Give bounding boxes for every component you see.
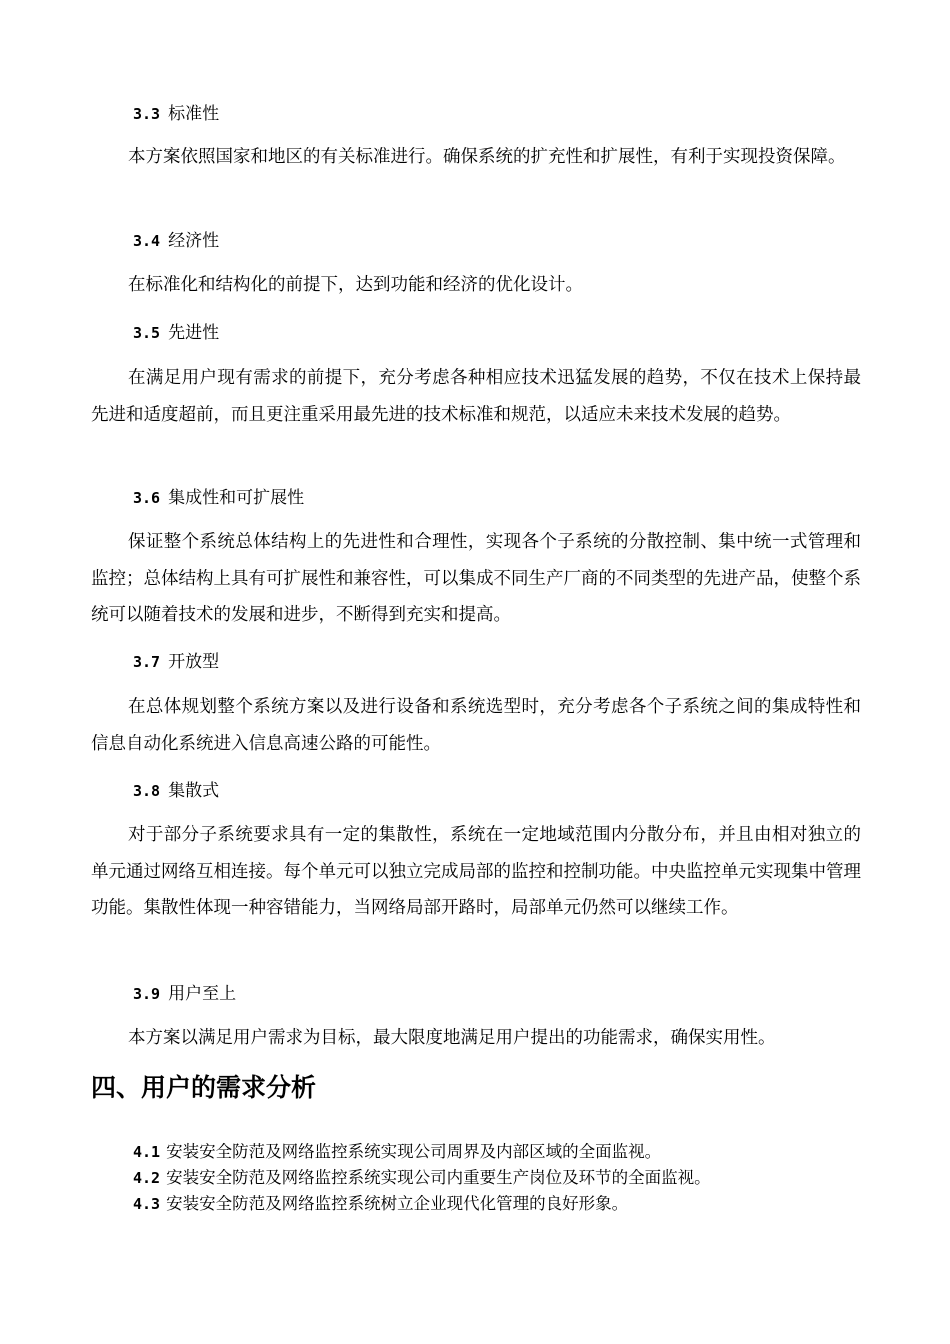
section-heading (133, 651, 219, 673)
requirement-number: 4.3 (133, 1195, 161, 1213)
section-title: 集成性和可扩展性 (168, 488, 305, 508)
section-title: 用户至上 (168, 984, 237, 1004)
section-heading (133, 983, 236, 1005)
section-heading (133, 103, 219, 125)
requirement-item (133, 1140, 661, 1164)
section-number: 3.8 (133, 782, 161, 800)
section-body: 本方案依照国家和地区的有关标准进行。确保系统的扩充性和扩展性，有利于实现投资保障。 (128, 147, 846, 167)
requirement-number: 4.2 (133, 1169, 161, 1187)
requirement-item (133, 1192, 628, 1216)
section-number: 3.4 (133, 232, 161, 250)
requirement-text: 安装安全防范及网络监控系统实现公司周界及内部区域的全面监视。 (166, 1142, 662, 1161)
section-title: 标准性 (168, 104, 220, 124)
section-number: 3.5 (133, 324, 161, 342)
section-body: 保证整个系统总体结构上的先进性和合理性，实现各个子系统的分散控制、集中统一式管理和监控；总体结构上具有可扩展性和兼容性，可以集成不同生产厂商的不同类型的先进产品，使整个系统可以随着技术的发展和进步，不断得到充实和提高。 (91, 532, 861, 625)
section-number: 3.3 (133, 105, 161, 123)
section-body: 在标准化和结构化的前提下，达到功能和经济的优化设计。 (128, 275, 583, 295)
section-heading (133, 780, 219, 802)
requirement-text: 安装安全防范及网络监控系统树立企业现代化管理的良好形象。 (166, 1194, 629, 1213)
section-number: 3.7 (133, 653, 161, 671)
chapter-title: 四、用户的需求分析 (91, 1073, 317, 1102)
section-title: 集散式 (168, 781, 220, 801)
requirement-number: 4.1 (133, 1143, 161, 1161)
section-body: 对于部分子系统要求具有一定的集散性，系统在一定地域范围内分散分布，并且由相对独立的单元通过网络互相连接。每个单元可以独立完成局部的监控和控制功能。中央监控单元实现集中管理功能。集散性体现一种容错能力，当网络局部开路时，局部单元仍然可以继续工作。 (91, 825, 861, 918)
section-number: 3.6 (133, 489, 161, 507)
section-title: 开放型 (168, 652, 220, 672)
section-heading (133, 230, 219, 252)
section-body: 在满足用户现有需求的前提下，充分考虑各种相应技术迅猛发展的趋势，不仅在技术上保持最先进和适度超前，而且更注重采用最先进的技术标准和规范，以适应未来技术发展的趋势。 (91, 368, 861, 425)
section-title: 先进性 (168, 323, 220, 343)
section-title: 经济性 (168, 231, 220, 251)
section-heading (133, 487, 304, 509)
section-body: 本方案以满足用户需求为目标，最大限度地满足用户提出的功能需求，确保实用性。 (128, 1028, 776, 1048)
section-number: 3.9 (133, 985, 161, 1003)
requirement-item (133, 1166, 711, 1190)
requirement-text: 安装安全防范及网络监控系统实现公司内重要生产岗位及环节的全面监视。 (166, 1168, 711, 1187)
section-body: 在总体规划整个系统方案以及进行设备和系统选型时，充分考虑各个子系统之间的集成特性和信息自动化系统进入信息高速公路的可能性。 (91, 697, 861, 754)
section-heading (133, 322, 219, 344)
